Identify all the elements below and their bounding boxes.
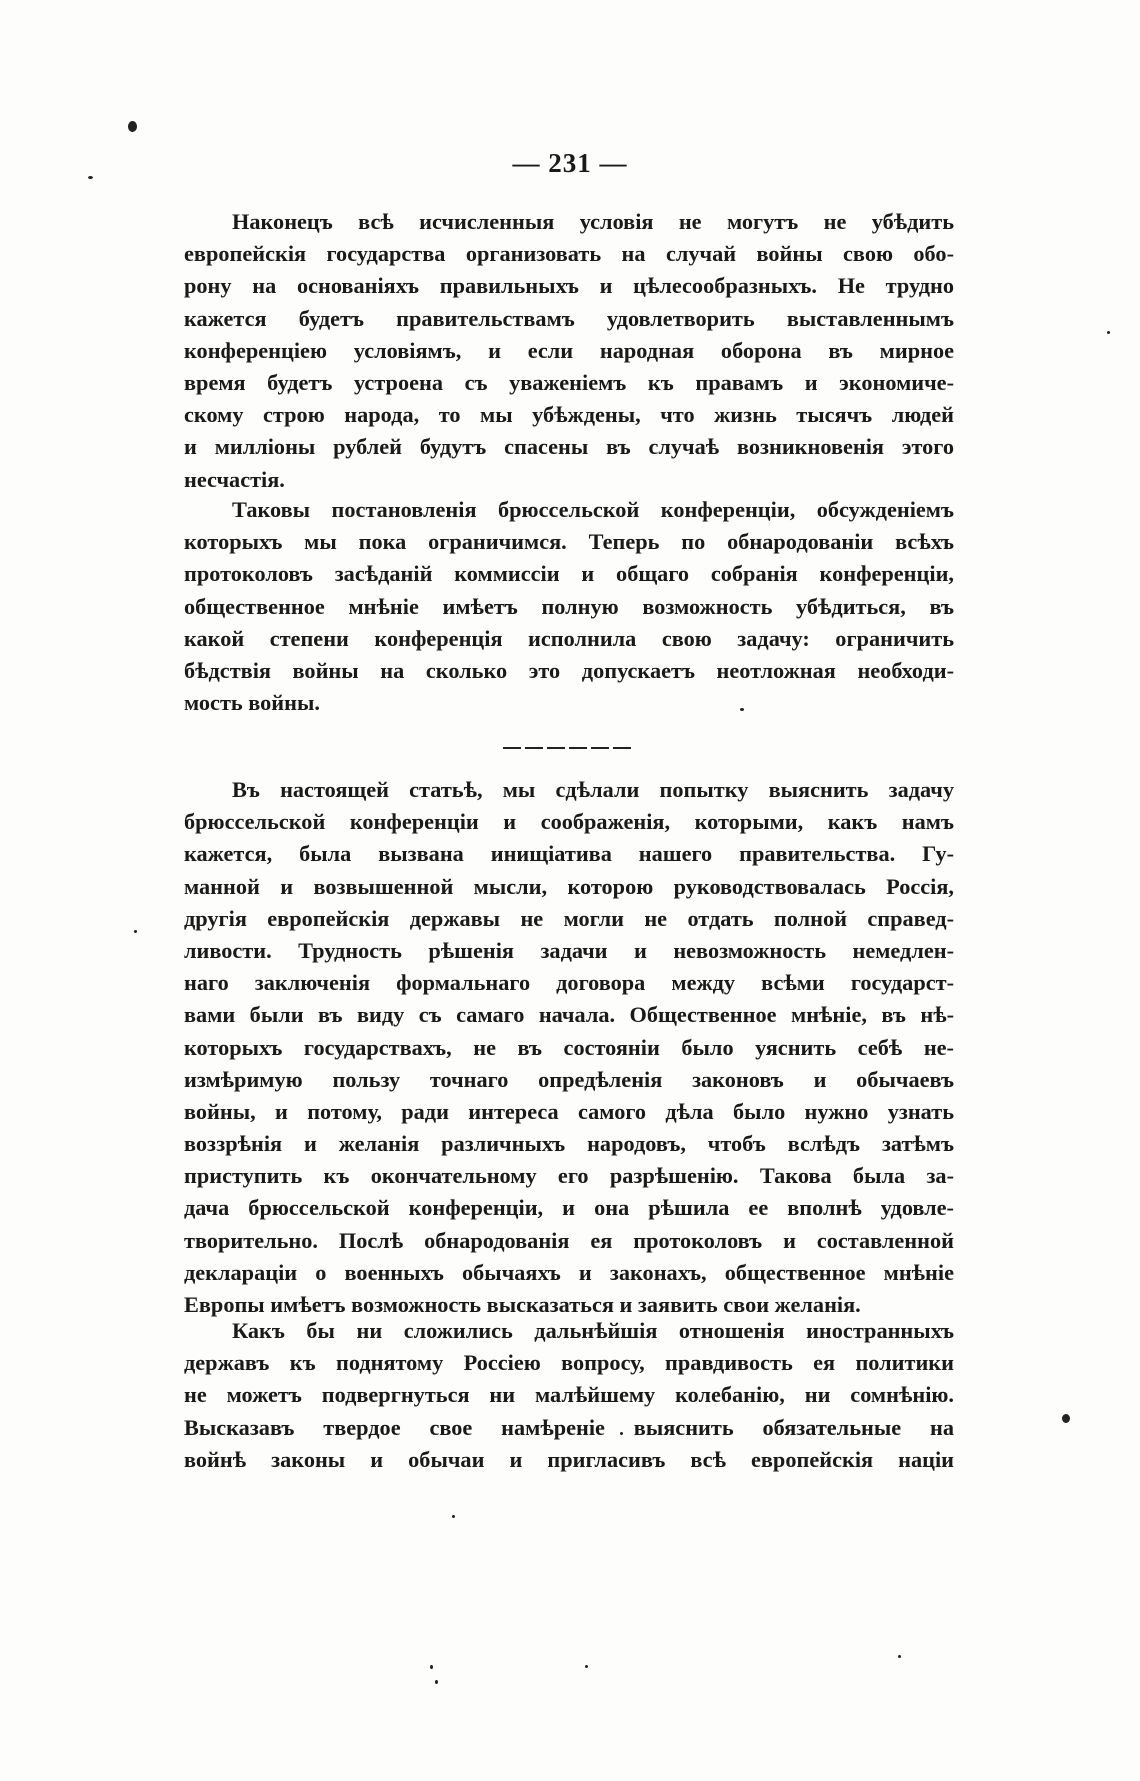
text-line: не можетъ подвергнуться ни малѣйшему колебанію, ни сомнѣнію. [184, 1382, 954, 1408]
text-line: Въ настоящей статьѣ, мы сдѣлали попытку выяснить задачу [232, 777, 954, 802]
text-line: мость войны. [184, 690, 320, 716]
text-line: измѣримую пользу точнаго опредѣленія законовъ и обычаевъ [184, 1066, 954, 1092]
text-line: Высказавъ твердое свое намѣреніе выяснить обязательные на [184, 1414, 954, 1440]
text-line: войнѣ законы и обычаи и пригласивъ всѣ европейскія націи [184, 1446, 954, 1472]
paragraph-1 [184, 206, 954, 496]
paragraph-3 [184, 774, 954, 1321]
text-line: Наконецъ всѣ исчисленныя условія не могутъ не убѣдить [232, 209, 954, 234]
text-line: воззрѣнія и желанія различныхъ народовъ, чтобъ вслѣдъ затѣмъ [184, 1131, 954, 1157]
text-line: скому строю народа, то мы убѣждены, что жизнь тысячъ людей [184, 402, 954, 428]
text-line: ливости. Трудность рѣшенія задачи и невозможность немедлен- [184, 937, 954, 963]
text-line: и милліоны рублей будутъ спасены въ случаѣ возникновенія этого [184, 434, 954, 460]
text-line: несчастія. [184, 466, 285, 492]
text-line: которыхъ государствахъ, не въ состояніи было уяснить себѣ не- [184, 1034, 954, 1060]
text-line: рону на основаніяхъ правильныхъ и цѣлесообразныхъ. Не трудно [184, 273, 954, 299]
text-line: конференціею условіямъ, и если народная оборона въ мирное [184, 337, 954, 363]
scan-speck [898, 1655, 901, 1658]
paragraph-2 [184, 494, 954, 719]
text-line: которыхъ мы пока ограничимся. Теперь по обнародованіи всѣхъ [184, 529, 954, 555]
scan-speck [430, 1665, 433, 1669]
text-line: кажется будетъ правительствамъ удовлетворить выставленнымъ [184, 305, 954, 331]
scan-speck [452, 1515, 455, 1518]
text-line: Европы имѣетъ возможность высказаться и заявить свои желанія. [184, 1292, 861, 1317]
text-line: европейскія государства организовать на случай войны свою обо- [184, 241, 954, 267]
scan-speck [1107, 331, 1110, 334]
text-line: манной и возвышенной мысли, которою руководствовалась Россія, [184, 873, 954, 899]
text-line: другія европейскія державы не могли не отдать полной справед- [184, 905, 954, 931]
section-separator [503, 747, 635, 749]
text-line: войны, и потому, ради интереса самого дѣла было нужно узнать [184, 1098, 954, 1124]
text-line: дача брюссельской конференціи, и она рѣшила ее вполнѣ удовле- [184, 1195, 954, 1221]
text-line: Какъ бы ни сложились дальнѣйшія отношенія иностранныхъ [232, 1318, 954, 1343]
text-line: брюссельской конференціи и соображенія, которыми, какъ намъ [184, 809, 954, 835]
text-line: приступить къ окончательному его разрѣшенію. Такова была за- [184, 1163, 954, 1189]
text-line: время будетъ устроена съ уваженіемъ къ правамъ и экономиче- [184, 369, 954, 395]
text-line: деклараціи о военныхъ обычаяхъ и законахъ, общественное мнѣніе [184, 1259, 954, 1285]
text-line: общественное мнѣніе имѣетъ полную возможность убѣдиться, въ [184, 593, 954, 619]
text-line: протоколовъ засѣданій коммиссіи и общаго собранія конференціи, [184, 561, 954, 587]
text-line: вами были въ виду съ самаго начала. Общественное мнѣніе, въ нѣ- [184, 1002, 954, 1028]
text-line: творительно. Послѣ обнародованія ея протоколовъ и составленной [184, 1227, 954, 1253]
scan-speck [134, 930, 137, 933]
scan-speck [1062, 1414, 1070, 1423]
text-line: какой степени конференція исполнила свою задачу: ограничить [184, 625, 954, 651]
text-line: Таковы постановленія брюссельской конференціи, обсужденіемъ [232, 497, 954, 522]
scan-speck [585, 1665, 588, 1668]
page-number: — 231 — [512, 148, 628, 178]
scan-speck [435, 1680, 438, 1684]
text-line: наго заключенія формальнаго договора между всѣми государст- [184, 970, 954, 996]
text-line: кажется, была вызвана инищіатива нашего правительства. Гу- [184, 841, 954, 867]
text-line: державъ къ поднятому Россіею вопросу, правдивость ея политики [184, 1350, 954, 1376]
text-line: бѣдствія войны на сколько это допускаетъ неотложная необходи- [184, 657, 954, 683]
scan-speck [128, 121, 137, 132]
paragraph-4 [184, 1315, 954, 1476]
